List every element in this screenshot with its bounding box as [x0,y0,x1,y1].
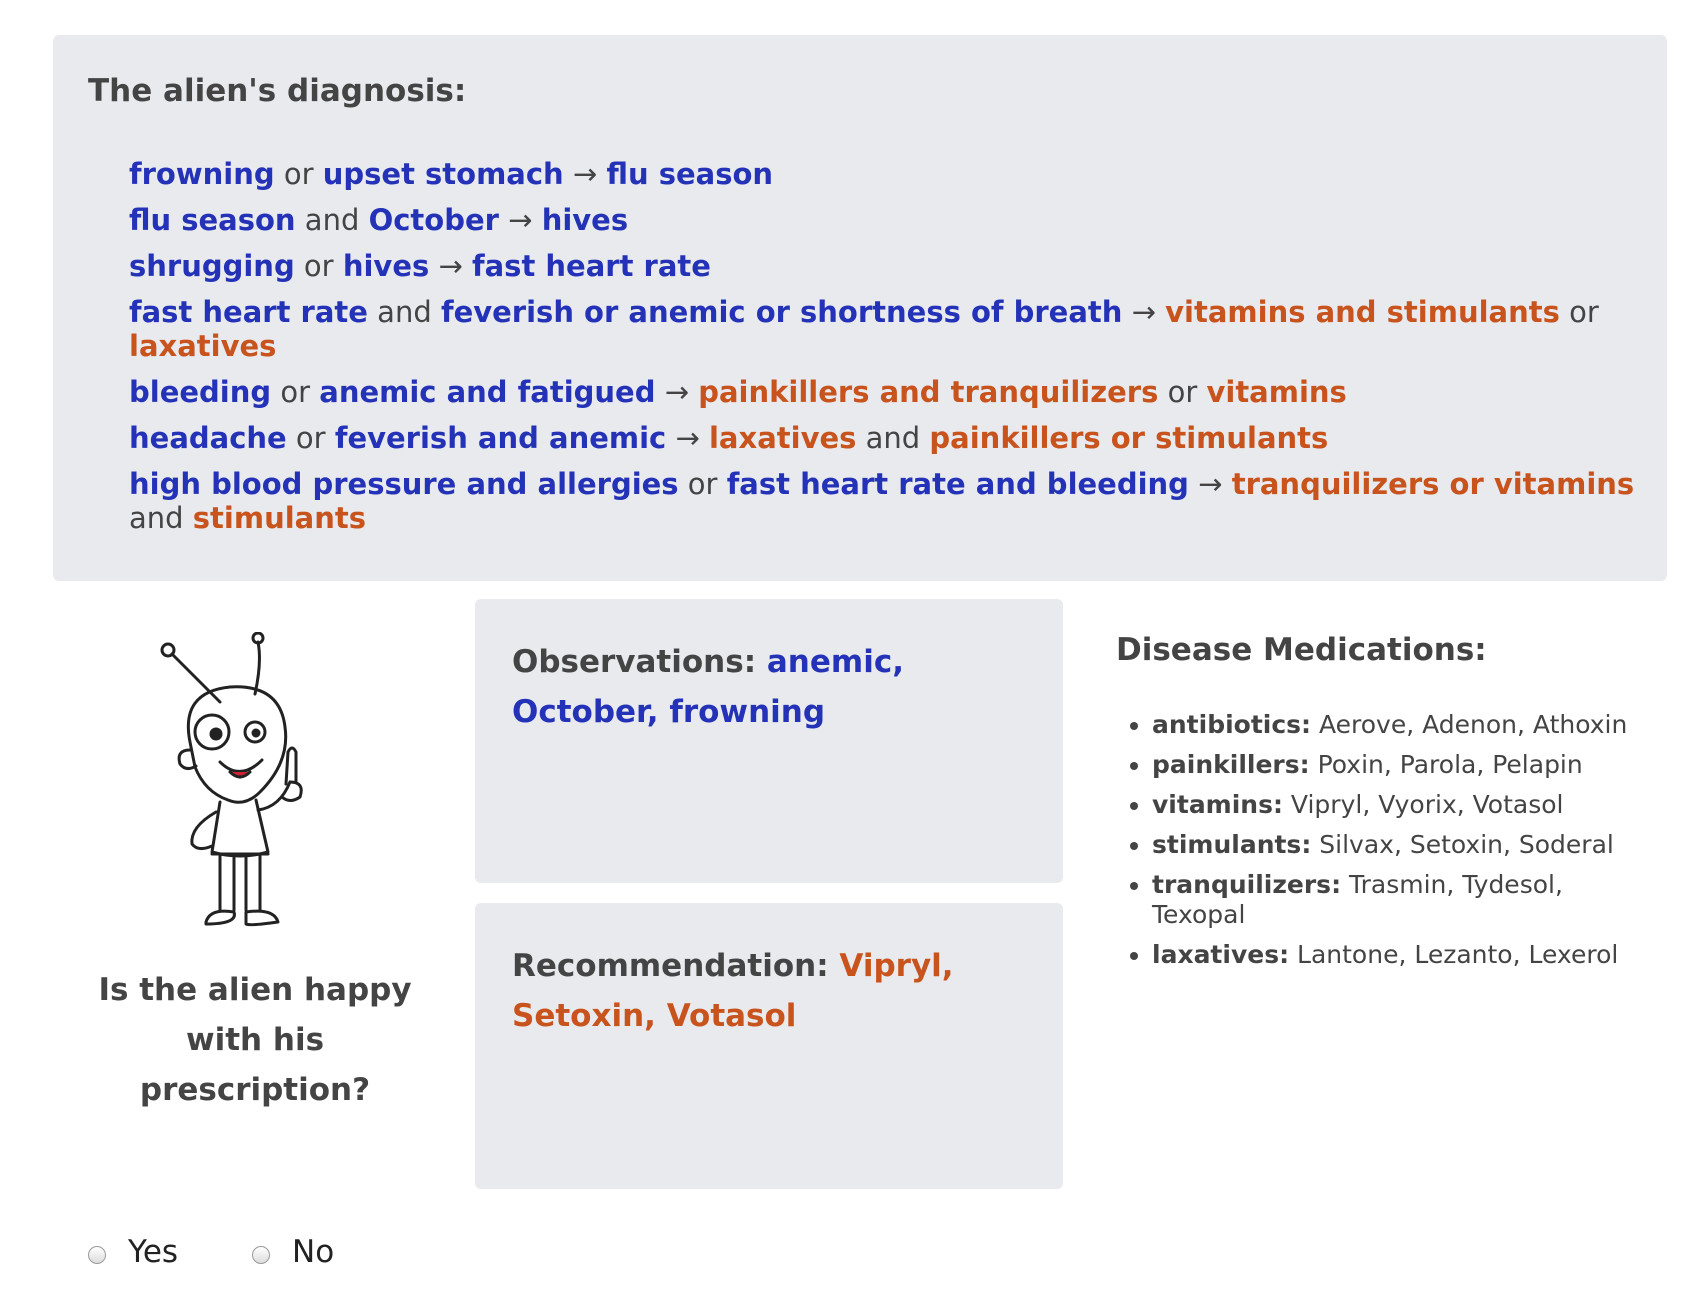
med-drugs: Aerove, Adenon, Athoxin [1311,710,1628,739]
med-category: tranquilizers: [1152,870,1342,899]
yes-label[interactable]: Yes [128,1234,179,1270]
rule-medication: laxatives [708,421,857,455]
rule-arrow: → [1198,467,1223,501]
alien-illustration [150,632,340,952]
recommendation-card [475,903,1063,1189]
rule-condition: headache [129,421,287,455]
observations-value: anemic, October, frowning [512,644,904,730]
rule-condition: bleeding [129,375,272,409]
rule-arrow: → [1131,295,1156,329]
rule-connector: or [274,157,323,191]
med-drugs: Poxin, Parola, Pelapin [1309,750,1583,779]
rule-connector: and [295,203,369,237]
medications-section [1116,632,1656,980]
rule-connector: or [294,249,343,283]
med-category: antibiotics: [1152,710,1312,739]
rule-medication: vitamins [1206,375,1347,409]
rule-medication: vitamins and stimulants [1165,295,1560,329]
question-text: Is the alien happy with his prescription? [98,972,412,1108]
med-category: painkillers: [1152,750,1310,779]
rule-arrow: → [508,203,533,237]
rule-condition: October [368,203,499,237]
rule-connector: or [1158,375,1207,409]
rule-connector: or [271,375,320,409]
rule-condition: frowning [129,157,275,191]
list-item [1152,870,1656,930]
rule-condition: feverish or anemic or shortness of breath [440,295,1123,329]
diagnosis-rule [129,203,1649,237]
medications-title: Disease Medications: [1116,632,1487,668]
rule-connector: or [1559,295,1599,329]
med-category: vitamins: [1152,790,1283,819]
diagnosis-title: The alien's diagnosis: [88,73,467,109]
rule-condition: anemic and fatigued [319,375,656,409]
diagnosis-rule [129,375,1649,409]
list-item [1152,830,1656,860]
rule-condition: fast heart rate [472,249,711,283]
rule-arrow: → [664,375,689,409]
diagnosis-rule [129,157,1649,191]
list-item [1152,790,1656,820]
rule-condition: hives [541,203,629,237]
rule-condition: shrugging [129,249,295,283]
diagnosis-rule [129,467,1649,535]
list-item [1152,750,1656,780]
no-label[interactable]: No [292,1234,335,1270]
observations-card [475,599,1063,883]
rule-connector: and [367,295,441,329]
diagnosis-rule [129,421,1649,455]
rule-condition: flu season [129,203,296,237]
med-drugs: Silvax, Setoxin, Soderal [1311,830,1614,859]
no-option[interactable] [252,1234,334,1270]
rule-condition: flu season [606,157,774,191]
rule-connector: and [129,501,193,535]
rule-arrow: → [572,157,598,191]
rule-condition: upset stomach [322,157,564,191]
rules-list [129,157,1649,547]
rule-medication: painkillers or stimulants [929,421,1329,455]
rule-connector: or [286,421,335,455]
med-category: laxatives: [1152,940,1290,969]
med-drugs: Trasmin, Tydesol, Texopal [1152,870,1563,929]
diagnosis-rule [129,295,1649,363]
rule-connector: and [856,421,930,455]
no-radio[interactable] [252,1246,270,1264]
med-drugs: Lantone, Lezanto, Lexerol [1289,940,1619,969]
medications-list [1116,710,1656,970]
rule-connector: or [678,467,727,501]
list-item [1152,710,1656,740]
rule-condition: fast heart rate and bleeding [726,467,1189,501]
yes-option[interactable] [88,1234,178,1270]
rule-condition: high blood pressure and allergies [129,467,679,501]
list-item [1152,940,1656,970]
recommendation-value: Vipryl, Setoxin, Votasol [512,948,954,1034]
rule-medication: laxatives [129,329,277,363]
med-drugs: Vipryl, Vyorix, Votasol [1282,790,1564,819]
rule-medication: stimulants [192,501,366,535]
rule-medication: painkillers and tranquilizers [698,375,1159,409]
recommendation-label: Recommendation: [512,948,840,984]
rule-condition: feverish and anemic [334,421,667,455]
med-category: stimulants: [1152,830,1312,859]
rule-arrow: → [438,249,463,283]
rule-medication: tranquilizers or vitamins [1231,467,1635,501]
diagnosis-rule [129,249,1649,283]
rule-condition: fast heart rate [129,295,368,329]
rule-arrow: → [675,421,700,455]
yes-radio[interactable] [88,1246,106,1264]
rule-condition: hives [342,249,430,283]
diagnosis-panel [53,35,1667,581]
observations-label: Observations: [512,644,767,680]
